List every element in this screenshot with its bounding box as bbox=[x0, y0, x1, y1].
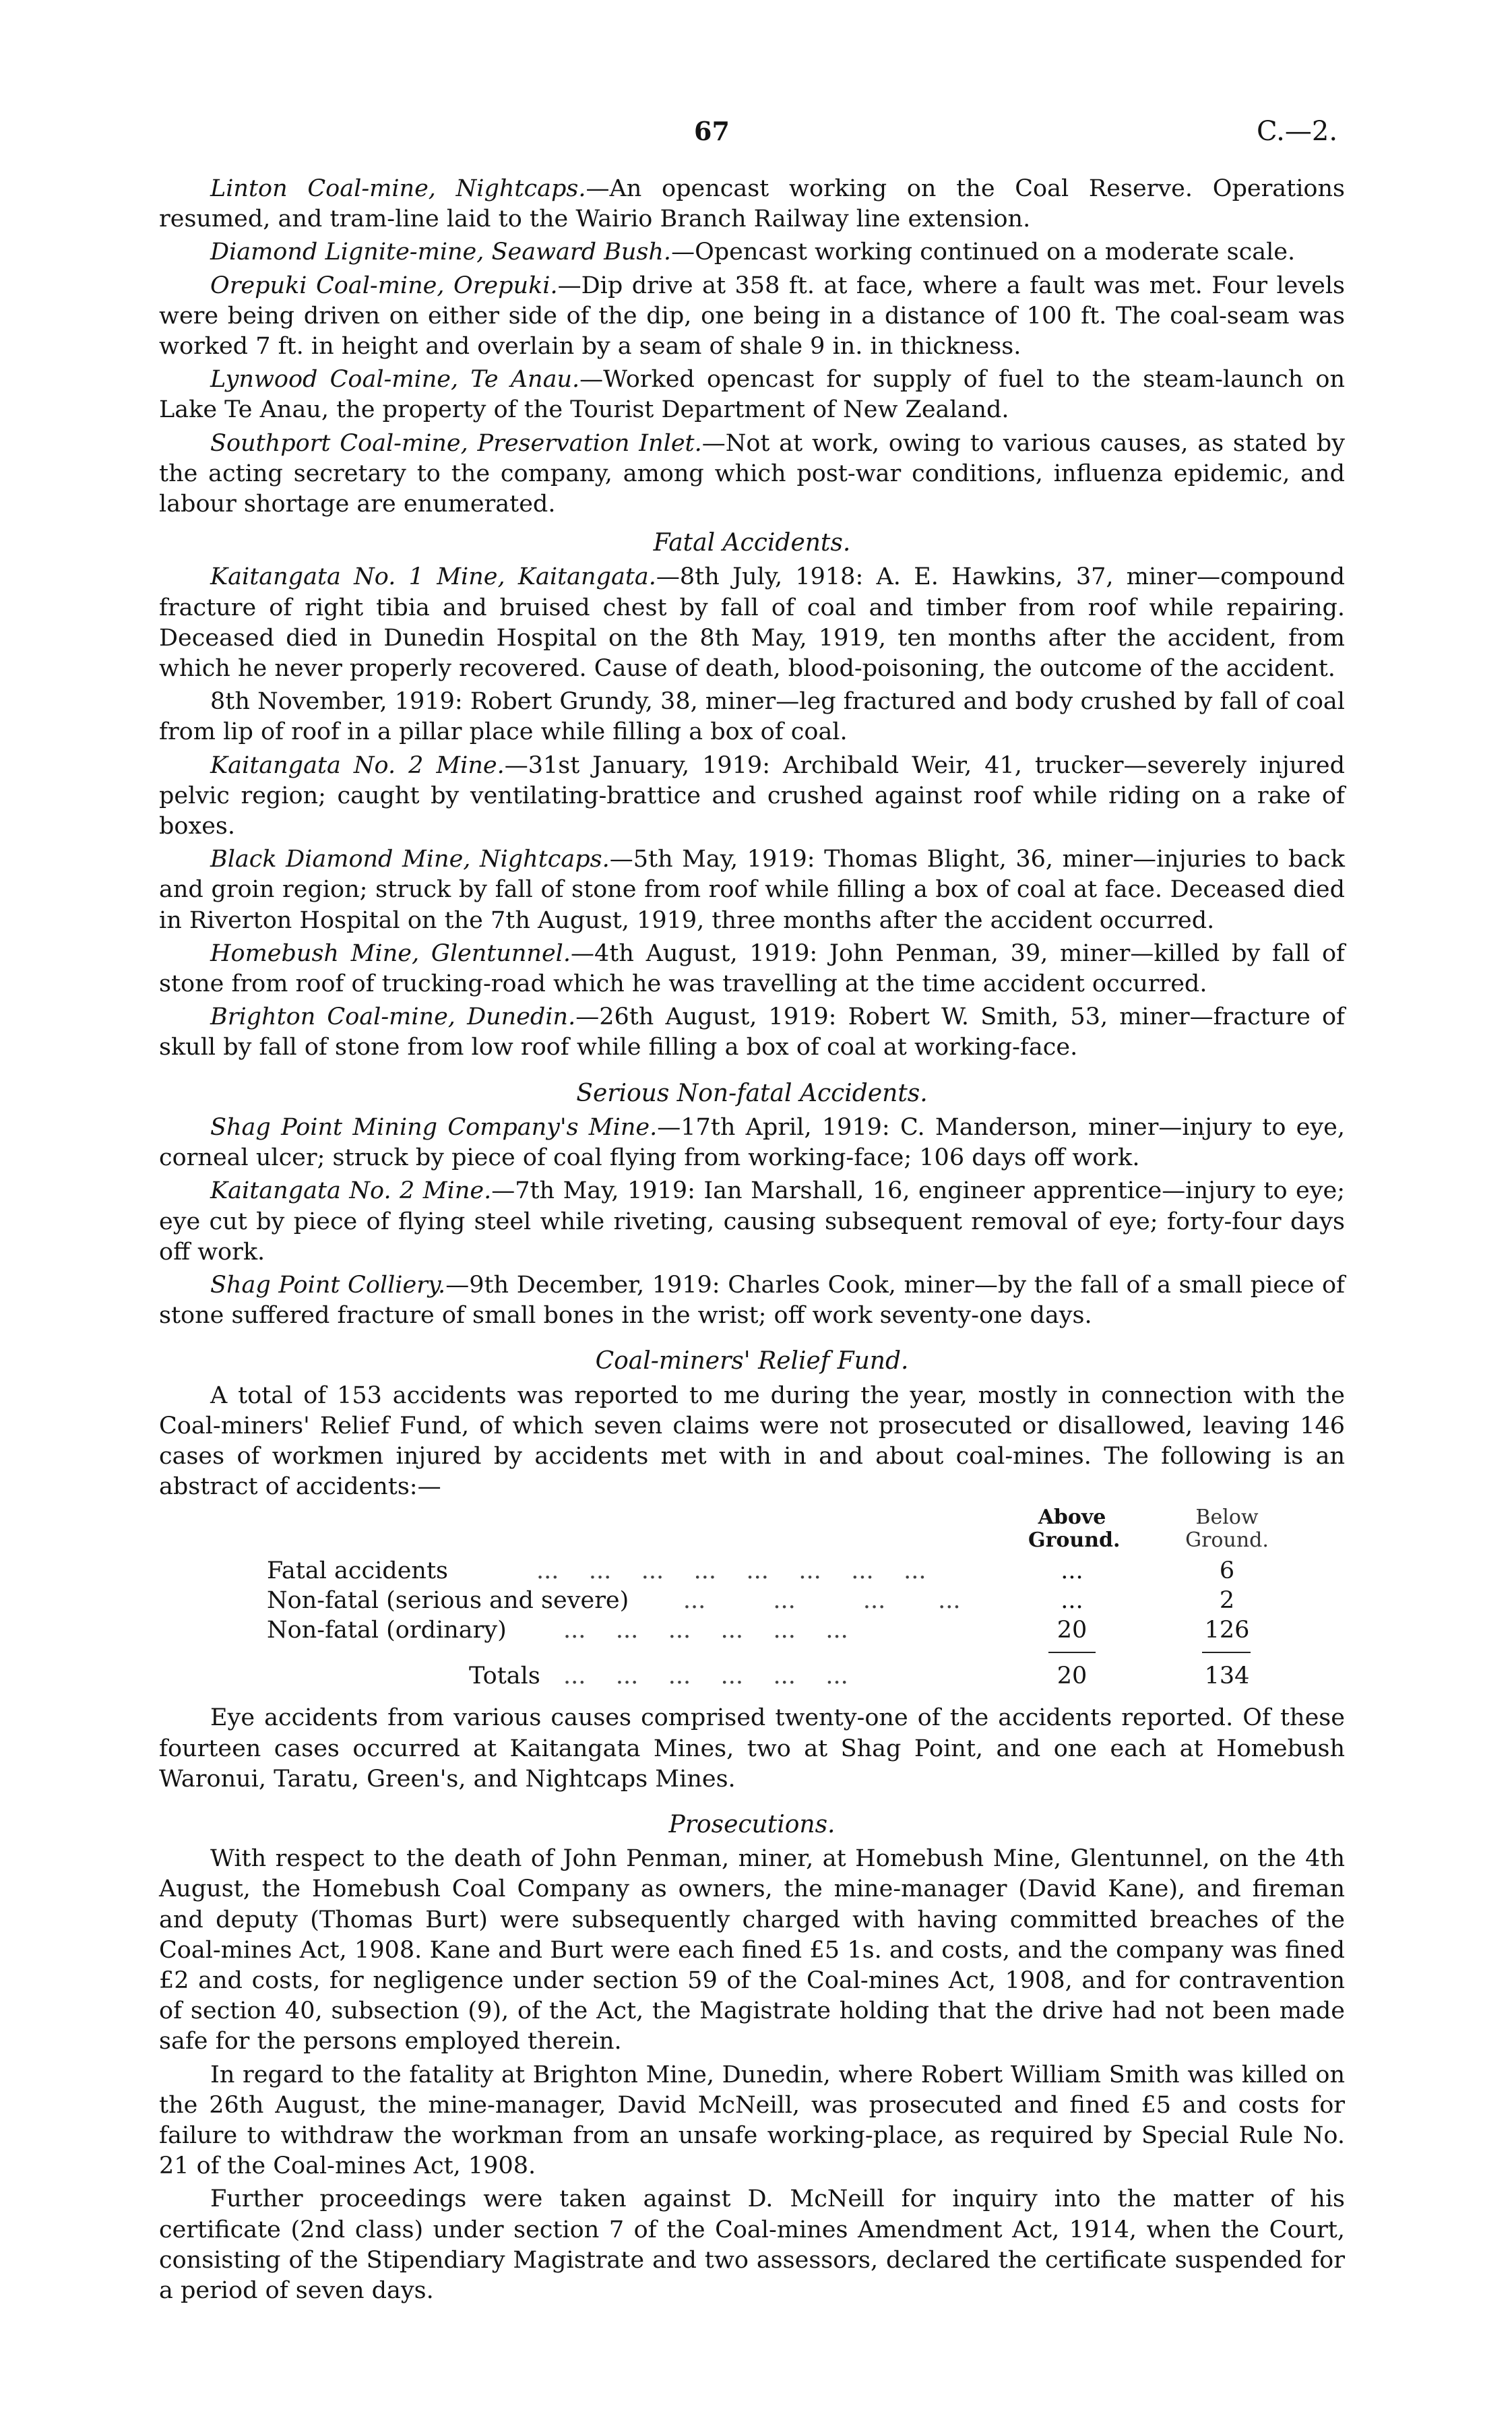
table-row bbox=[159, 1615, 1345, 1645]
page-content bbox=[159, 174, 1345, 2306]
mine-title: Orepuki Coal-mine, Orepuki. bbox=[210, 272, 558, 299]
mine-title: Southport Coal-mine, Preservation Inlet. bbox=[210, 429, 702, 457]
above-ground-value: 20 bbox=[1057, 1617, 1088, 1644]
mine-title: Kaitangata No. 2 Mine. bbox=[210, 751, 505, 779]
row-leader-dots: ... ... ... ... ... ... bbox=[563, 1663, 848, 1690]
below-ground-total: 134 bbox=[1204, 1663, 1250, 1690]
mine-title: Homebush Mine, Glentunnel. bbox=[210, 939, 571, 967]
paragraph-text: —4th August, 1919: John Penman, 39, miner—killed by fall of stone from roof of trucking-road which he was travelling at the time accident occurred. bbox=[159, 939, 1345, 998]
below-ground-value: 126 bbox=[1204, 1617, 1250, 1644]
paragraph-diamond bbox=[159, 237, 1345, 268]
fatal-grundy bbox=[159, 687, 1345, 747]
mine-title: Lynwood Coal-mine, Te Anau. bbox=[210, 366, 580, 394]
fatal-accidents-heading: Fatal Accidents. bbox=[653, 529, 851, 557]
totals-rule bbox=[159, 1645, 1345, 1661]
row-label: Fatal accidents bbox=[267, 1557, 448, 1585]
table-row bbox=[159, 1556, 1345, 1586]
spacer bbox=[159, 1691, 1345, 1703]
row-leader-dots: ... ... ... ... bbox=[631, 1587, 961, 1615]
paragraph-text: —An opencast working on the Coal Reserve. Operations resumed, and tram-line laid to the Wairio Branch Railway line extension. bbox=[159, 175, 1346, 233]
paragraph-text: —Opencast working continued on a moderate scale. bbox=[671, 239, 1296, 266]
relief-fund-heading: Coal-miners' Relief Fund. bbox=[595, 1347, 909, 1375]
serious-kaitangata-2 bbox=[159, 1176, 1345, 1268]
accidents-abstract-table bbox=[159, 1502, 1345, 1691]
totals-row bbox=[159, 1661, 1345, 1691]
prosecutions-heading: Prosecutions. bbox=[668, 1810, 836, 1838]
prosecution-brighton: In regard to the fatality at Brighton Mine, Dunedin, where Robert William Smith was killed on the 26th August, the mine-manager, David McNeill, was prosecuted and fined £5 and costs for failure to withdraw the workman from an unsafe working-place, as required by Special Rule No. 21 of the Coal-mines Act, 1908. bbox=[159, 2061, 1345, 2180]
table-row bbox=[159, 1586, 1345, 1615]
paragraph-text: —26th August, 1919: Robert W. Smith, 53, miner—fracture of skull by fall of stone from low roof while filling a box of coal at working-face. bbox=[159, 1003, 1345, 1061]
paragraph-text: —Not at work, owing to various causes, as stated by the acting secretary to the company, among which post-war conditions, influenza epidemic, and labour shortage are enumerated. bbox=[159, 429, 1345, 518]
paragraph-orepuki bbox=[159, 271, 1345, 363]
paragraph-text: —31st January, 1919: Archibald Weir, 41, trucker—severely injured pelvic region; caught by ventilating-brattice and crushed against roof while riding on a rake of boxes. bbox=[159, 751, 1345, 840]
fatal-kaitangata-1 bbox=[159, 562, 1345, 684]
below-ground-header: Below Ground. bbox=[1185, 1506, 1269, 1553]
serious-shag-point-company bbox=[159, 1113, 1345, 1173]
eye-accidents-paragraph: Eye accidents from various causes comprised twenty-one of the accidents reported. Of these fourteen cases occurred at Kaitangata Mines, two at Shag Point, and one each at Homebush Waronui, Taratu, Green's, and Nightcaps Mines. bbox=[159, 1704, 1345, 1793]
document-id: C.—2. bbox=[1257, 116, 1338, 147]
paragraph-text: —8th July, 1918: A. E. Hawkins, 37, miner—compound fracture of right tibia and bruised chest by fall of coal and timber from roof while repairing. Deceased died in Dunedin Hospital on the 8th May, 1919, ten months after the accident, from which he never properly recovered. Cause of death, blood-poisoning, the outcome of the accident. bbox=[159, 563, 1345, 683]
row-leader-dots: ... ... ... ... ... ... bbox=[563, 1617, 848, 1644]
prosecution-homebush: With respect to the death of John Penman, miner, at Homebush Mine, Glentunnel, on the 4th August, the Homebush Coal Company as owners, the mine-manager (David Kane), and fireman and deputy (Thomas Burt) were subsequently charged with having committed breaches of the Coal-mines Act, 1908. Kane and Burt were each fined £5 1s. and costs, and the company was fined £2 and costs, for negligence under section 59 of the Coal-mines Act, 1908, and for contravention of section 40, subsection (9), of the Act, the Magistrate holding that the drive had not been made safe for the persons employed therein. bbox=[159, 1845, 1345, 2055]
mine-title: Shag Point Mining Company's Mine. bbox=[210, 1113, 658, 1141]
below-ground-value: 6 bbox=[1219, 1557, 1235, 1585]
relief-fund-intro: A total of 153 accidents was reported to me during the year, mostly in connection with the Coal-miners' Relief Fund, of which seven claims were not prosecuted or disallowed, leaving 146 cases of workmen injured by accidents met with in and about coal-mines. The following is an abstract of accidents:— bbox=[159, 1382, 1345, 1501]
paragraph-text: —17th April, 1919: C. Manderson, miner—injury to eye, corneal ulcer; struck by piece of coal flying from working-face; 106 days off work. bbox=[159, 1113, 1345, 1172]
mine-title: Diamond Lignite-mine, Seaward Bush. bbox=[210, 239, 672, 266]
above-ground-value: ... bbox=[1061, 1587, 1083, 1615]
fatal-homebush bbox=[159, 939, 1345, 999]
fatal-kaitangata-2 bbox=[159, 751, 1345, 842]
mine-title: Brighton Coal-mine, Dunedin. bbox=[210, 1003, 576, 1031]
mine-title: Shag Point Colliery. bbox=[210, 1271, 446, 1299]
paragraph-lynwood bbox=[159, 365, 1345, 425]
serious-accidents-heading: Serious Non-fatal Accidents. bbox=[576, 1079, 928, 1107]
paragraph-text: —Dip drive at 358 ft. at face, where a fault was met. Four levels were being driven on either side of the dip, one being in a distance of 100 ft. The coal-seam was worked 7 ft. in height and overlain by a seam of shale 9 in. in thickness. bbox=[159, 272, 1345, 361]
above-ground-value: ... bbox=[1061, 1557, 1083, 1585]
row-label: Non-fatal (serious and severe) bbox=[267, 1587, 629, 1615]
totals-label: Totals bbox=[469, 1663, 540, 1690]
page-number: 67 bbox=[694, 116, 730, 146]
prosecution-mcneill-certificate: Further proceedings were taken against D. McNeill for inquiry into the matter of his certificate (2nd class) under section 7 of the Coal-mines Amendment Act, 1914, when the Court, consisting of the Stipendiary Magistrate and two assessors, declared the certificate suspended for a period of seven days. bbox=[159, 2185, 1345, 2304]
paragraph-text: —9th December, 1919: Charles Cook, miner—by the fall of a small piece of stone suffered fracture of small bones in the wrist; off work seventy-one days. bbox=[159, 1271, 1345, 1330]
fatal-brighton bbox=[159, 1002, 1345, 1063]
paragraph-text: 8th November, 1919: Robert Grundy, 38, miner—leg fractured and body crushed by fall of coal from lip of roof in a pillar place while filling a box of coal. bbox=[159, 688, 1345, 746]
page-header bbox=[0, 116, 1512, 156]
table-header bbox=[159, 1502, 1345, 1556]
row-label: Non-fatal (ordinary) bbox=[267, 1617, 507, 1644]
above-ground-header: Above Ground. bbox=[1028, 1506, 1121, 1553]
fatal-black-diamond bbox=[159, 844, 1345, 936]
mine-title: Linton Coal-mine, Nightcaps. bbox=[210, 175, 586, 202]
paragraph-linton bbox=[159, 174, 1345, 235]
paragraph-text: —Worked opencast for supply of fuel to the steam-launch on Lake Te Anau, the property of the Tourist Department of New Zealand. bbox=[159, 366, 1345, 424]
below-ground-rule bbox=[1202, 1652, 1251, 1653]
above-ground-total: 20 bbox=[1057, 1663, 1088, 1690]
row-leader-dots: ... ... ... ... ... ... ... ... bbox=[536, 1557, 926, 1585]
paragraph-southport bbox=[159, 429, 1345, 520]
mine-title: Black Diamond Mine, Nightcaps. bbox=[210, 846, 610, 873]
paragraph-text: —5th May, 1919: Thomas Blight, 36, miner—injuries to back and groin region; struck by fall of stone from roof while filling a box of coal at face. Deceased died in Riverton Hospital on the 7th August, 1919, three months after the accident occurred. bbox=[159, 846, 1345, 934]
serious-shag-point-colliery bbox=[159, 1270, 1345, 1331]
below-ground-value: 2 bbox=[1219, 1587, 1235, 1615]
above-ground-rule bbox=[1048, 1652, 1096, 1653]
mine-title: Kaitangata No. 1 Mine, Kaitangata. bbox=[210, 563, 656, 591]
paragraph-text: —7th May, 1919: Ian Marshall, 16, engineer apprentice—injury to eye; eye cut by piece of flying steel while riveting, causing subsequent removal of eye; forty-four days off work. bbox=[159, 1177, 1345, 1266]
mine-title: Kaitangata No. 2 Mine. bbox=[210, 1177, 492, 1205]
